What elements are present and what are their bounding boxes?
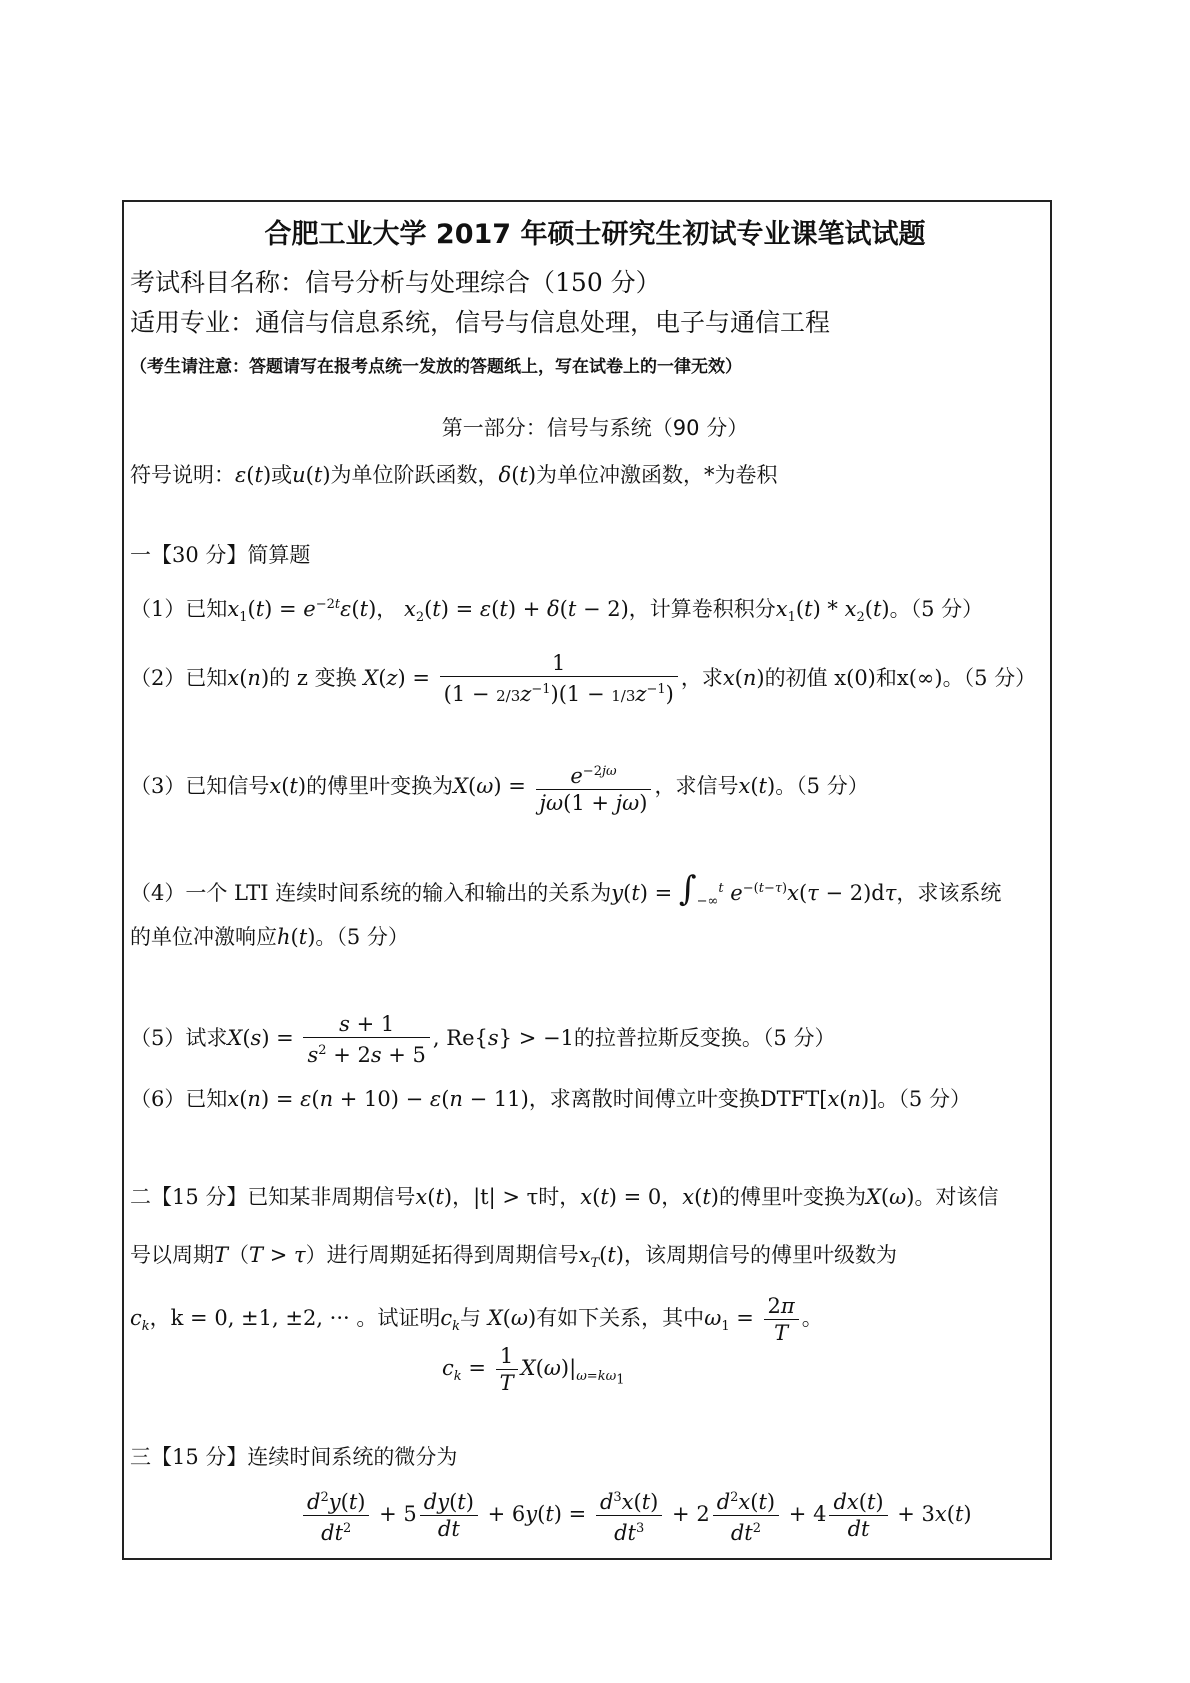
symbol-notes: 符号说明：ε(t)或u(t)为单位阶跃函数，δ(t)为单位冲激函数，*为卷积	[130, 463, 778, 487]
exam-title: 合肥工业大学 2017 年硕士研究生初试专业课笔试试题	[264, 219, 926, 250]
q2-line3: $c_k$，k = 0, ±1, ±2, ··· 。试证明$c_k$与 X(ω)有如下关系，其中$\omega_1$ = $\frac{2\pi}{T}$ 。	[130, 1294, 823, 1345]
q1-part2: （2）已知x(n)的 z 变换 X(z) = $\frac{1}{(1 - 2/3z^{-1})(1 - 1/3z^{-1})}$ ，求x(n)的初值 x(0)和x(∞)。（5 分）	[130, 651, 1037, 706]
part1-title: 第一部分：信号与系统（90 分）	[441, 416, 749, 440]
q1-part4-line2: 的单位冲激响应h(t)。（5 分）	[130, 925, 409, 949]
exam-notice: （考生请注意：答题请写在报考点统一发放的答题纸上，写在试卷上的一律无效）	[130, 357, 742, 377]
q1-part1: （1）已知$x_1(t) = e^{-2t}\varepsilon(t)$， $x_2(t) = \varepsilon(t) + \delta(t - 2)$，计算卷积积分$x_1(t) * x_2(t)$。（5 分）	[130, 597, 984, 626]
q1-part4: （4）一个 LTI 连续时间系统的输入和输出的关系为$y(t) = \int_{-\infty}^t$ $e^{-(t-\tau)}x(\tau - 2)d\tau$，求该系统	[130, 869, 1002, 910]
exam-subject: 考试科目名称：信号分析与处理综合（150 分）	[130, 268, 661, 297]
q2-line2: 号以周期T（T > τ）进行周期延拓得到周期信号$x_T(t)$，该周期信号的傅里叶级数为	[130, 1243, 897, 1272]
q2-relation: $c_k$ = $\frac{1}{T}$ $X(\omega)|_{\omega=k\omega_1}$	[442, 1344, 625, 1395]
q1-part6: （6）已知x(n) = ε(n + 10) − ε(n − 11)，求离散时间傅立叶变换DTFT[x(n)]。（5 分）	[130, 1087, 971, 1111]
q1-part3: （3）已知信号x(t)的傅里叶变换为X(ω) = $\frac{e^{-2j\omega}}{j\omega(1 + j\omega)}$ ，求信号x(t)。（5 分）	[130, 758, 869, 816]
q1-part5: （5）试求X(s) = $\frac{s + 1}{s^2 + 2s + 5}$ , Re{s} > −1的拉普拉斯反变换。（5 分）	[130, 1012, 836, 1067]
q1-heading: 一【30 分】简算题	[130, 543, 311, 567]
q3-heading: 三【15 分】连续时间系统的微分为	[130, 1445, 458, 1469]
q2-line1: 二【15 分】已知某非周期信号x(t)，|t| > τ时，x(t) = 0，x(t)的傅里叶变换为X(ω)。对该信	[130, 1185, 999, 1209]
exam-majors: 适用专业：通信与信息系统，信号与信息处理，电子与通信工程	[130, 308, 831, 337]
q3-differential-equation: $\frac{d^2y(t)}{dt^2}$ + 5 $\frac{dy(t)}{dt}$ + 6y(t) = $\frac{d^3x(t)}{dt^3}$ + 2 $\frac{d^2x(t)}{dt^2}$ + 4 $\frac{dx(t)}{dt}$ + 3x(t)	[300, 1484, 972, 1546]
